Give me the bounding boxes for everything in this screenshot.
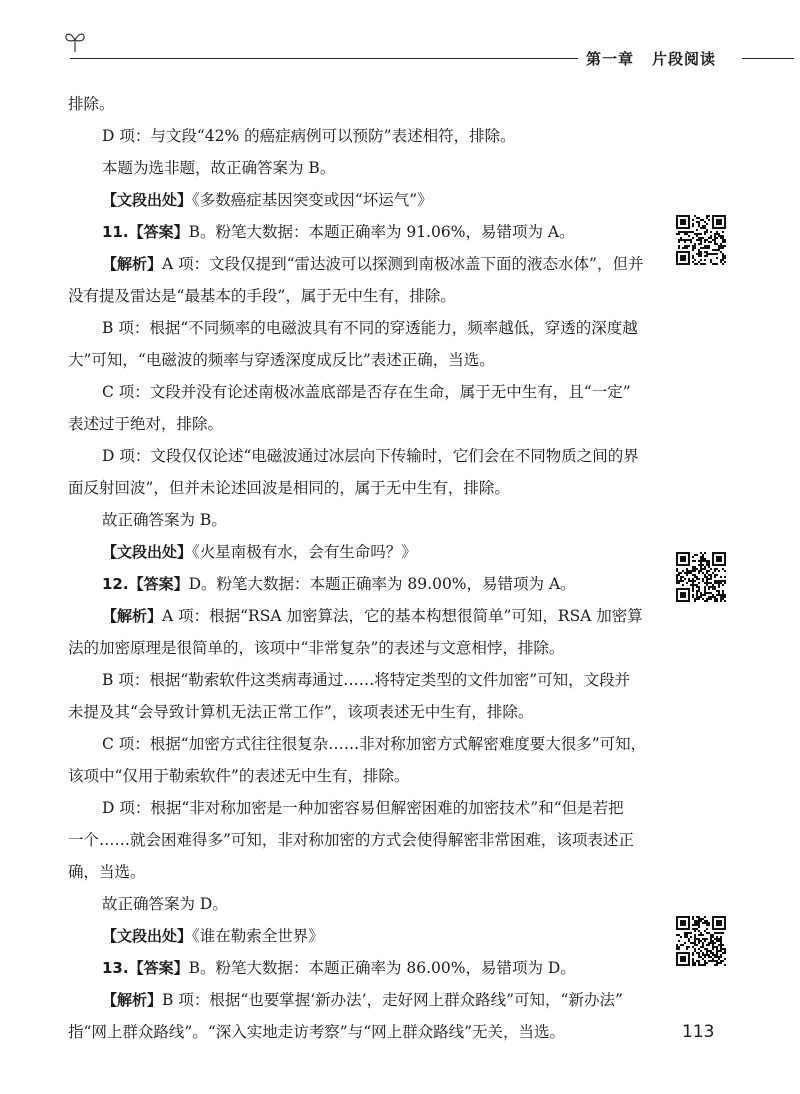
text-line (68, 728, 668, 760)
line-text: 未提及其“会导致计算机无法正常工作”，该项表述无中生有，排除。 (68, 703, 534, 721)
text-line (68, 568, 668, 600)
text-line (68, 216, 668, 248)
text-line (68, 888, 668, 920)
text-line (68, 248, 668, 280)
text-line (68, 120, 668, 152)
line-text: B 项：根据“勒索软件这类病毒通过……将特定类型的文件加密”可知，文段并 (102, 671, 631, 689)
line-text: B。粉笔大数据：本题正确率为 91.06%，易错项为 A。 (188, 223, 575, 241)
line-text: 故正确答案为 B。 (102, 511, 227, 529)
text-line (68, 408, 668, 440)
line-text: D 项：文段仅仅论述“电磁波通过冰层向下传输时，它们会在不同物质之间的界 (102, 447, 639, 465)
qr-code-icon[interactable] (676, 552, 726, 602)
line-text: 表述过于绝对，排除。 (68, 415, 224, 433)
text-line (68, 600, 668, 632)
text-line (68, 920, 668, 952)
line-text: 法的加密原理是很简单的，该项中“非常复杂”的表述与文意相悖，排除。 (68, 639, 565, 657)
line-text: D 项：与文段“42% 的癌症病例可以预防”表述相符，排除。 (102, 127, 516, 145)
line-text: 该项中“仅用于勒索软件”的表述无中生有，排除。 (68, 767, 410, 785)
line-text: 《火星南极有水，会有生命吗？》 (192, 543, 417, 561)
header-rule-right (742, 58, 794, 59)
text-line (68, 312, 668, 344)
text-line (68, 632, 668, 664)
running-header (586, 48, 716, 69)
sprout-icon (62, 28, 88, 54)
text-line (68, 792, 668, 824)
line-text: 本题为选非题，故正确答案为 B。 (102, 159, 336, 177)
line-text: 面反射回波”，但并未论述回波是相同的，属于无中生有，排除。 (68, 479, 510, 497)
section-label: 片段阅读 (652, 50, 717, 68)
text-line (68, 1016, 668, 1048)
text-line (68, 984, 668, 1016)
section-tag: 【文段出处】 (102, 927, 193, 945)
text-line (68, 856, 668, 888)
section-tag: 13.【答案】 (102, 959, 189, 977)
line-text: 《多数癌症基因突变或因“坏运气”》 (192, 191, 433, 209)
section-tag: 11.【答案】 (102, 223, 189, 241)
line-text: 大”可知，“电磁波的频率与穿透深度成反比”表述正确，当选。 (68, 351, 495, 369)
text-line (68, 152, 668, 184)
text-line (68, 88, 668, 120)
section-tag: 【文段出处】 (102, 543, 193, 561)
page-number: 113 (682, 1022, 715, 1042)
section-tag: 【解析】 (102, 991, 163, 1009)
line-text: 《谁在勒索全世界》 (192, 927, 324, 945)
chapter-label: 第一章 (586, 50, 635, 68)
page-body (68, 88, 668, 1048)
text-line (68, 536, 668, 568)
line-text: A 项：根据“RSA 加密算法，它的基本构想很简单”可知，RSA 加密算 (162, 607, 643, 625)
text-line (68, 184, 668, 216)
line-text: 排除。 (68, 95, 115, 113)
line-text: 指“网上群众路线”。“深入实地走访考察”与“网上群众路线”无关，当选。 (68, 1023, 566, 1041)
qr-code-icon[interactable] (676, 215, 726, 265)
section-tag: 【解析】 (102, 255, 163, 273)
line-text: A 项：文段仅提到“雷达波可以探测到南极冰盖下面的液态水体”，但并 (162, 255, 644, 273)
line-text: D 项：根据“非对称加密是一种加密容易但解密困难的加密技术”和“但是若把 (102, 799, 624, 817)
text-line (68, 280, 668, 312)
section-tag: 【解析】 (102, 607, 163, 625)
section-tag: 12.【答案】 (102, 575, 189, 593)
text-line (68, 440, 668, 472)
text-line (68, 344, 668, 376)
qr-code-icon[interactable] (676, 916, 726, 966)
text-line (68, 952, 668, 984)
section-tag: 【文段出处】 (102, 191, 193, 209)
text-line (68, 376, 668, 408)
line-text: D。粉笔大数据：本题正确率为 89.00%，易错项为 A。 (188, 575, 576, 593)
line-text: 没有提及雷达是“最基本的手段”，属于无中生有，排除。 (68, 287, 456, 305)
text-line (68, 824, 668, 856)
header-rule-left (70, 58, 578, 59)
text-line (68, 696, 668, 728)
line-text: 一个……就会困难得多”可知，非对称加密的方式会使得解密非常困难，该项表述正 (68, 831, 634, 849)
line-text: C 项：文段并没有论述南极冰盖底部是否存在生命，属于无中生有，且“一定” (102, 383, 631, 401)
text-line (68, 664, 668, 696)
line-text: B 项：根据“也要掌握‘新办法’，走好网上群众路线”可知，“新办法” (162, 991, 623, 1009)
text-line (68, 760, 668, 792)
line-text: B。粉笔大数据：本题正确率为 86.00%，易错项为 D。 (188, 959, 576, 977)
line-text: C 项：根据“加密方式往往很复杂……非对称加密方式解密难度要大很多”可知， (102, 735, 647, 753)
line-text: 故正确答案为 D。 (102, 895, 228, 913)
text-line (68, 472, 668, 504)
line-text: B 项：根据“不同频率的电磁波具有不同的穿透能力，频率越低，穿透的深度越 (102, 319, 638, 337)
text-line (68, 504, 668, 536)
line-text: 确，当选。 (68, 863, 146, 881)
